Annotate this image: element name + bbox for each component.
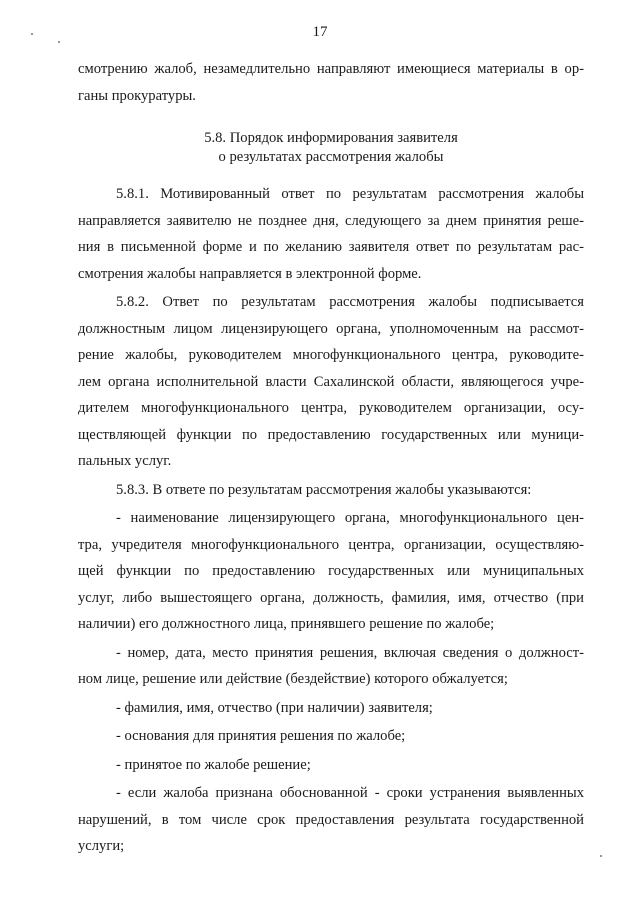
list-item [78, 780, 584, 860]
text-line: - номер, дата, место принятия решения, включая сведения о должност- [116, 644, 584, 661]
text-line: должностным лицом лицензирующего органа, уполномоченным на рассмот- [78, 320, 584, 337]
page-number: 17 [312, 24, 328, 40]
text-line: нарушений, в том числе срок предоставления результата государственной [78, 811, 584, 828]
text-line: пальных услуг. [78, 453, 172, 469]
list-item [78, 640, 584, 693]
text-line: ния в письменной форме и по желанию заявителя ответ по результатам рас- [78, 239, 584, 255]
text-line: наличии) его должностного лица, принявшего решение по жалобе; [78, 616, 495, 632]
list-item [78, 505, 584, 638]
text-line: ганы прокуратуры. [78, 87, 196, 104]
text-line: 5.8.2. Ответ по результатам рассмотрения жалобы подписывается [116, 294, 584, 310]
text-line: - принятое по жалобе решение; [116, 756, 311, 773]
text-line: ном лице, решение или действие (бездействие) которого обжалуется; [78, 671, 508, 687]
document-body [78, 56, 584, 860]
text-line: смотрению жалоб, незамедлительно направляют имеющиеся материалы в ор- [78, 61, 584, 77]
text-line: тра, учредителя многофункционального центра, организации, осуществляю- [78, 536, 584, 553]
text-line: щей функции по предоставлению государственных или муниципальных [78, 563, 584, 579]
list-item [78, 723, 584, 750]
text-line: - наименование лицензирующего органа, многофункционального цен- [116, 510, 584, 526]
list-item [78, 695, 584, 722]
text-line: лем органа исполнительной власти Сахалинской области, являющегося учре- [78, 373, 584, 390]
text-line: - основания для принятия решения по жалобе; [116, 728, 406, 744]
paragraph-5-8-1 [78, 181, 584, 287]
paragraph-5-8-2 [78, 289, 584, 475]
scan-speck [58, 41, 60, 43]
text-line: ществляющей функции по предоставлению государственных или муници- [78, 426, 584, 443]
list-item [78, 752, 584, 779]
paragraph-5-8-3 [78, 477, 584, 504]
text-line: услуг, либо вышестоящего органа, должность, фамилия, имя, отчество (при [78, 589, 584, 606]
heading-line: о результатах рассмотрения жалобы [218, 149, 444, 165]
text-line: услуги; [78, 838, 125, 854]
text-line: 5.8.3. В ответе по результатам рассмотрения жалобы указываются: [116, 481, 532, 498]
text-line: дителем многофункционального центра, руководителем организации, осу- [78, 400, 584, 416]
intro-paragraph [78, 56, 584, 109]
text-line: - если жалоба признана обоснованной - сроки устранения выявленных [116, 785, 584, 801]
text-line: рение жалобы, руководителем многофункционального центра, руководите- [78, 347, 584, 363]
text-line: направляется заявителю не позднее дня, следующего за днем принятия реше- [78, 212, 584, 229]
scan-speck [600, 855, 602, 857]
text-line: - фамилия, имя, отчество (при наличии) заявителя; [116, 699, 433, 716]
heading-line: 5.8. Порядок информирования заявителя [204, 130, 458, 146]
text-line: 5.8.1. Мотивированный ответ по результатам рассмотрения жалобы [116, 186, 584, 202]
section-heading [78, 129, 584, 167]
text-line: смотрения жалобы направляется в электронной форме. [78, 265, 422, 282]
